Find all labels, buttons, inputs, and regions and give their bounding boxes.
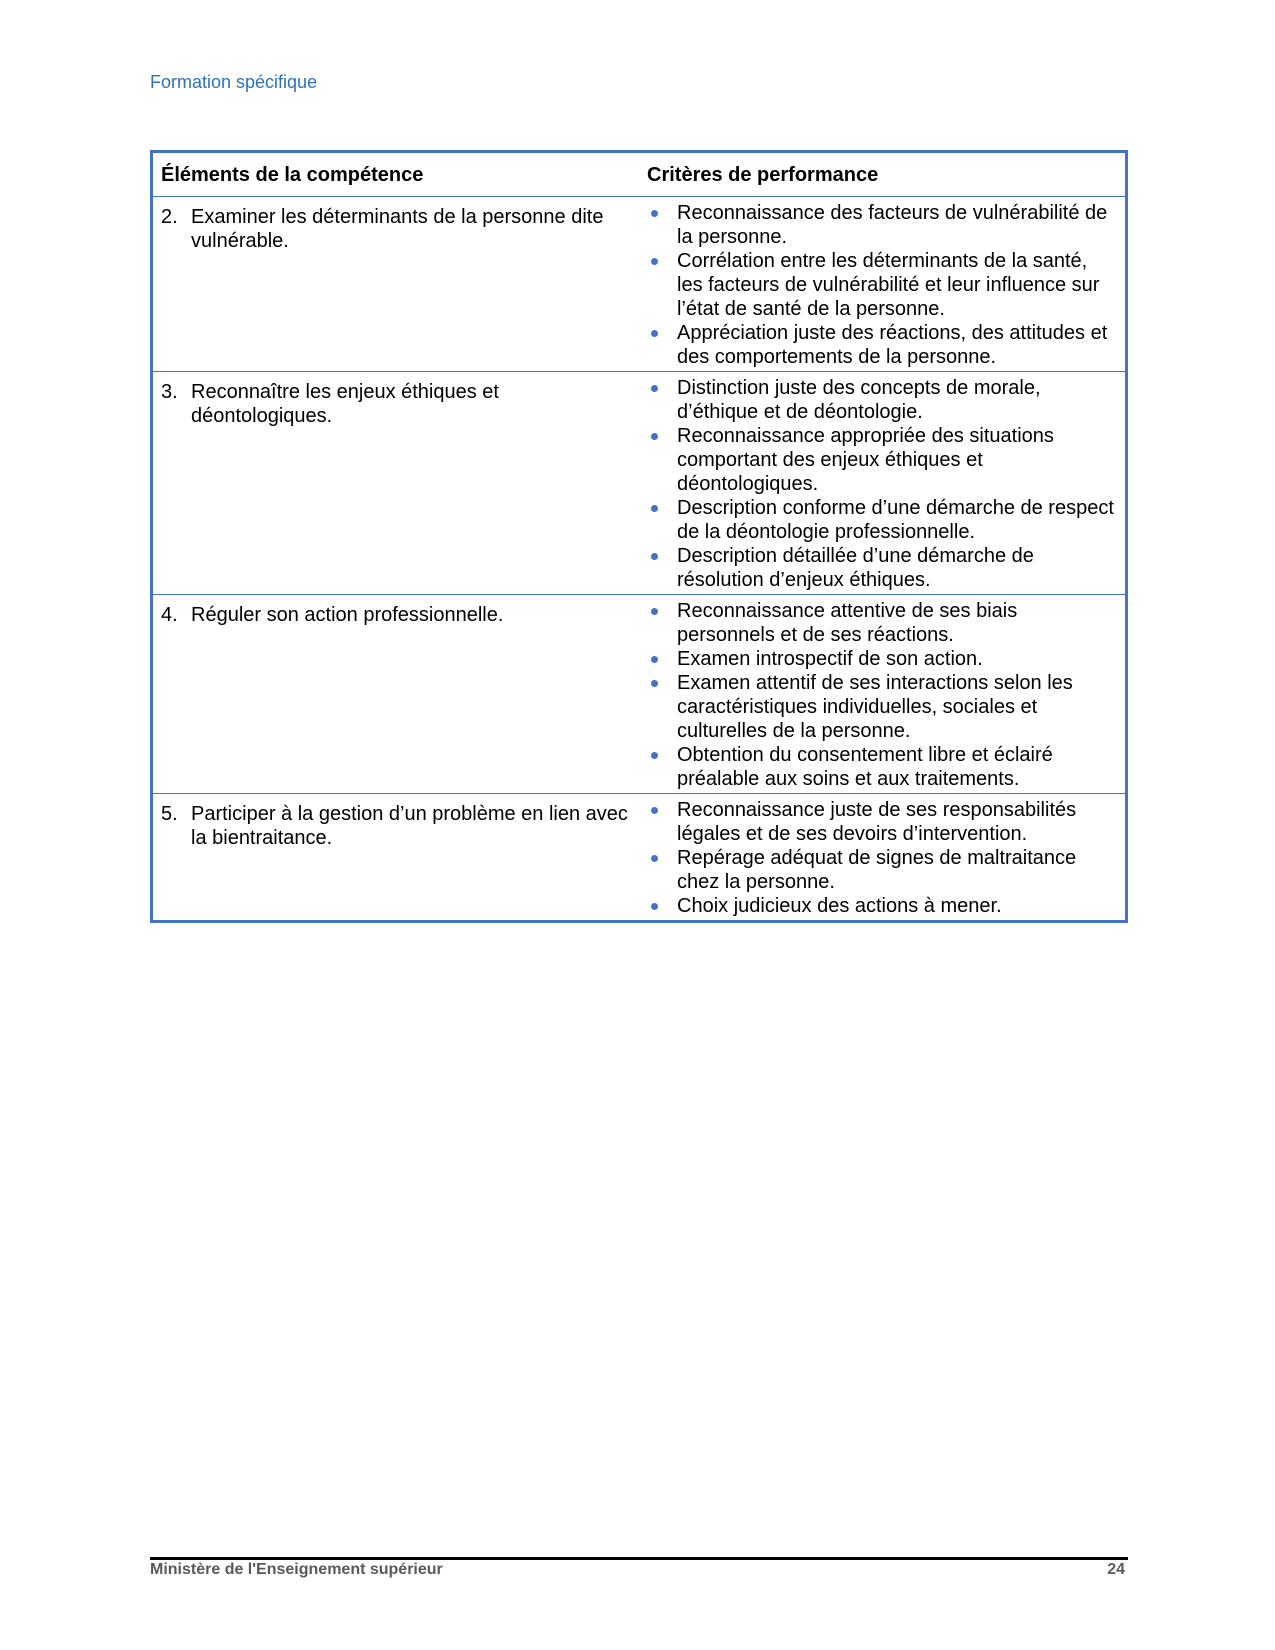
element-cell <box>152 197 640 372</box>
bullet-icon <box>647 544 677 592</box>
element-text: Reconnaître les enjeux éthiques et déontologiques. <box>191 381 499 427</box>
bullet-icon <box>647 599 677 647</box>
competence-table <box>150 150 1128 923</box>
criteria-item: Obtention du consentement libre et éclairé préalable aux soins et aux traitements. <box>647 743 1117 791</box>
criteria-item: Repérage adéquat de signes de maltraitance chez la personne. <box>647 846 1117 894</box>
bullet-icon <box>647 894 677 918</box>
element-cell <box>152 794 640 922</box>
element-cell <box>152 595 640 794</box>
criteria-item: Choix judicieux des actions à mener. <box>647 894 1117 918</box>
running-header: Formation spécifique <box>150 72 318 92</box>
element-number: 2. <box>161 206 178 228</box>
criteria-item: Corrélation entre les déterminants de la santé, les facteurs de vulnérabilité et leur influence sur l’état de santé de la personne. <box>647 249 1117 321</box>
criteria-item: Reconnaissance juste de ses responsabilités légales et de ses devoirs d’intervention. <box>647 798 1117 846</box>
criteria-item: Description détaillée d’une démarche de résolution d’enjeux éthiques. <box>647 544 1117 592</box>
bullet-icon <box>647 376 677 424</box>
bullet-icon <box>647 321 677 369</box>
criteria-item: Reconnaissance des facteurs de vulnérabilité de la personne. <box>647 201 1117 249</box>
element-cell <box>152 372 640 595</box>
table-row <box>152 197 1127 372</box>
element-number: 3. <box>161 381 178 403</box>
element-number: 4. <box>161 604 178 626</box>
bullet-icon <box>647 201 677 249</box>
bullet-icon <box>647 671 677 743</box>
criteria-cell <box>639 372 1127 595</box>
element-text: Réguler son action professionnelle. <box>191 604 504 626</box>
criteria-item: Reconnaissance attentive de ses biais personnels et de ses réactions. <box>647 599 1117 647</box>
criteria-item: Distinction juste des concepts de morale, d’éthique et de déontologie. <box>647 376 1117 424</box>
col-header-criteria: Critères de performance <box>639 152 1127 197</box>
bullet-icon <box>647 424 677 496</box>
bullet-icon <box>647 846 677 894</box>
criteria-cell <box>639 595 1127 794</box>
bullet-icon <box>647 249 677 321</box>
footer-divider <box>150 1557 1128 1560</box>
footer-organization: Ministère de l'Enseignement supérieur <box>150 1561 443 1578</box>
criteria-cell <box>639 794 1127 922</box>
col-header-elements: Éléments de la compétence <box>152 152 640 197</box>
table-header-row <box>152 152 1127 197</box>
element-text: Participer à la gestion d’un problème en lien avec la bientraitance. <box>191 803 628 849</box>
table-row <box>152 595 1127 794</box>
criteria-item: Examen introspectif de son action. <box>647 647 1117 671</box>
table-row <box>152 372 1127 595</box>
page-number: 24 <box>1107 1561 1125 1578</box>
criteria-item: Examen attentif de ses interactions selon les caractéristiques individuelles, sociales et culturelles de la personne. <box>647 671 1117 743</box>
bullet-icon <box>647 798 677 846</box>
criteria-item: Appréciation juste des réactions, des attitudes et des comportements de la personne. <box>647 321 1117 369</box>
bullet-icon <box>647 743 677 791</box>
element-text: Examiner les déterminants de la personne dite vulnérable. <box>191 206 604 252</box>
bullet-icon <box>647 496 677 544</box>
table-row <box>152 794 1127 922</box>
criteria-item: Reconnaissance appropriée des situations comportant des enjeux éthiques et déontologiques. <box>647 424 1117 496</box>
criteria-item: Description conforme d’une démarche de respect de la déontologie professionnelle. <box>647 496 1117 544</box>
bullet-icon <box>647 647 677 671</box>
criteria-cell <box>639 197 1127 372</box>
element-number: 5. <box>161 803 178 825</box>
